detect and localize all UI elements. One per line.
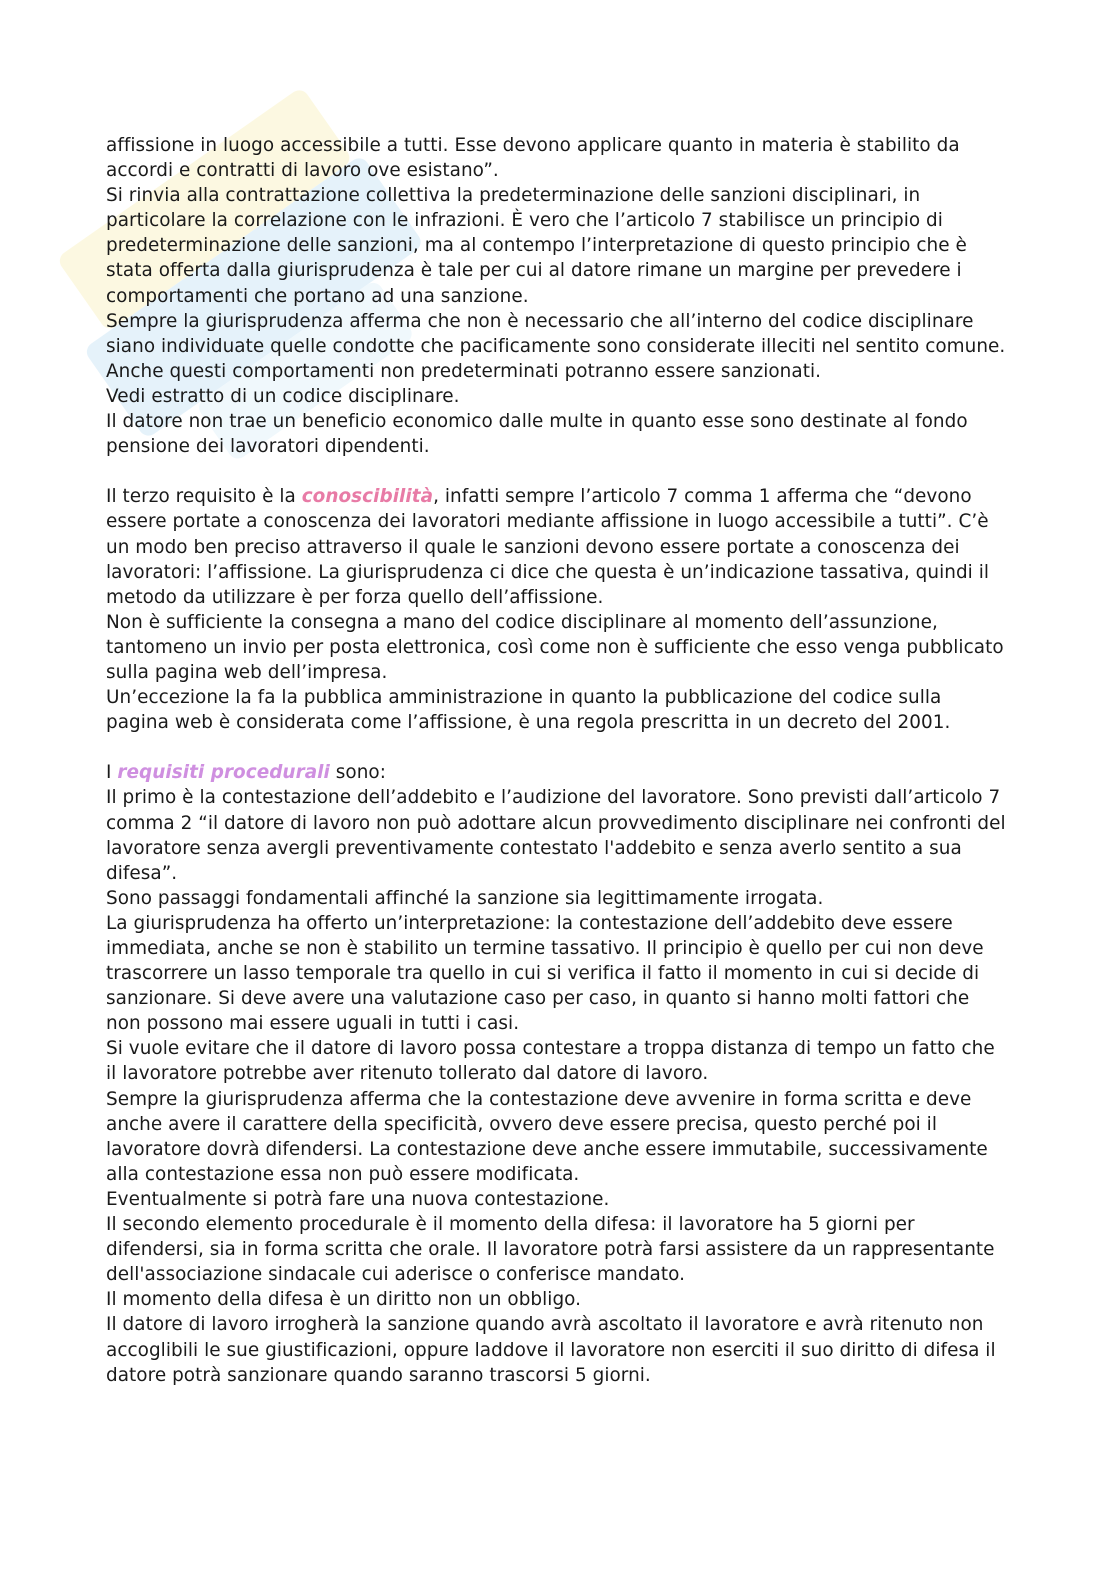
- paragraph-gap: [106, 735, 1006, 760]
- requisiti-highlight: requisiti procedurali: [117, 762, 330, 784]
- requisiti-intro: I: [106, 762, 118, 784]
- paragraph-requisiti-procedurali: [106, 760, 1006, 785]
- paragraph-estratto-codice: Vedi estratto di un codice disciplinare.: [106, 385, 460, 407]
- conoscibilita-highlight: conoscibilità: [301, 486, 434, 508]
- paragraph-distanza-tempo: Si vuole evitare che il datore di lavoro possa contestare a troppa distanza di tempo un fatto che il lavoratore potrebbe aver ritenuto tollerato dal datore di lavoro.: [106, 1038, 995, 1085]
- paragraph-immediatezza: La giurisprudenza ha offerto un’interpretazione: la contestazione dell’addebito deve essere immediata, anche se non è stabilito un termine tassativo. Il principio è quello per cui non deve trascorrere un lasso temporale tra quello in cui si verifica il fatto il momento in cui si decide di sanzionare. Si deve avere una valutazione caso per caso, in quanto si hanno molti fattori che non possono mai essere uguali in tutti i casi.: [106, 912, 984, 1035]
- paragraph-pubblica-amministrazione: Un’eccezione la fa la pubblica amministrazione in quanto la pubblicazione del codice sulla pagina web è considerata come l’affissione, è una regola prescritta in un decreto del 2001.: [106, 687, 951, 734]
- paragraph-multe: Il datore non trae un beneficio economico dalle multe in quanto esse sono destinate al fondo pensione dei lavoratori dipendenti.: [106, 411, 968, 458]
- paragraph-giurisprudenza-condotte: Sempre la giurisprudenza afferma che non è necessario che all’interno del codice disciplinare siano individuate quelle condotte che pacificamente sono considerate illeciti nel sentito comune. Anche questi comportamenti non predeterminati potranno essere sanzionati.: [106, 310, 1006, 382]
- paragraph-passaggi-fondamentali: Sono passaggi fondamentali affinché la sanzione sia legittimamente irrogata.: [106, 887, 824, 909]
- conoscibilita-body: , infatti sempre l’articolo 7 comma 1 afferma che “devono essere portate a conoscenza dei lavoratori mediante affissione in luogo accessibile a tutti”. C’è un modo ben preciso attraverso il quale le sanzioni devono essere portate a conoscenza dei lavoratori: l’affissione. La giurisprudenza ci dice che questa è un’indicazione tassativa, quindi il metodo da utilizzare è per forza quello dell’affissione.: [106, 486, 990, 608]
- paragraph-contrattazione-collettiva: Si rinvia alla contrattazione collettiva la predeterminazione delle sanzioni disciplinari, in particolare la correlazione con le infrazioni. È vero che l’articolo 7 stabilisce un principio di predeterminazione delle sanzioni, ma al contempo l’interpretazione di questo principio che è stata offerta dalla giurisprudenza è tale per cui al datore rimane un margine per prevedere i comportamenti che portano ad una sanzione.: [106, 185, 967, 307]
- paragraph-irrogazione: Il datore di lavoro irrogherà la sanzione quando avrà ascoltato il lavoratore e avrà ritenuto non accoglibili le sue giustificazioni, oppure laddove il lavoratore non eserciti il suo diritto di difesa il datore potrà sanzionare quando saranno trascorsi 5 giorni.: [106, 1314, 996, 1386]
- document-body: [106, 133, 1006, 1388]
- conoscibilita-intro: Il terzo requisito è la: [106, 486, 302, 508]
- paragraph-gap: [106, 459, 1006, 484]
- paragraph-contestazione-addebito: Il primo è la contestazione dell’addebito e l’audizione del lavoratore. Sono previsti dall’articolo 7 comma 2 “il datore di lavoro non può adottare alcun provvedimento disciplinare nei confronti del lavoratore senza avergli preventivamente contestato l'addebito e senza averlo sentito a sua difesa”.: [106, 787, 1006, 884]
- paragraph-affissione: affissione in luogo accessibile a tutti. Esse devono applicare quanto in materia è stabilito da accordi e contratti di lavoro ove esistano”.: [106, 135, 960, 182]
- paragraph-forma-scritta: Sempre la giurisprudenza afferma che la contestazione deve avvenire in forma scritta e deve anche avere il carattere della specificità, ovvero deve essere precisa, questo perché poi il lavoratore dovrà difendersi. La contestazione deve anche essere immutabile, successivamente alla contestazione essa non può essere modificata.: [106, 1088, 988, 1185]
- paragraph-diritto-difesa: Il momento della difesa è un diritto non un obbligo.: [106, 1289, 582, 1311]
- paragraph-momento-difesa: Il secondo elemento procedurale è il momento della difesa: il lavoratore ha 5 giorni per difendersi, sia in forma scritta che orale. Il lavoratore potrà farsi assistere da un rappresentante dell'associazione sindacale cui aderisce o conferisce mandato.: [106, 1214, 995, 1286]
- paragraph-conoscibilita: [106, 484, 1006, 609]
- paragraph-consegna: Non è sufficiente la consegna a mano del codice disciplinare al momento dell’assunzione, tantomeno un invio per posta elettronica, così come non è sufficiente che esso venga pubblicato sulla pagina web dell’impresa.: [106, 611, 1004, 683]
- paragraph-nuova-contestazione: Eventualmente si potrà fare una nuova contestazione.: [106, 1188, 610, 1210]
- requisiti-outro: sono:: [329, 762, 386, 784]
